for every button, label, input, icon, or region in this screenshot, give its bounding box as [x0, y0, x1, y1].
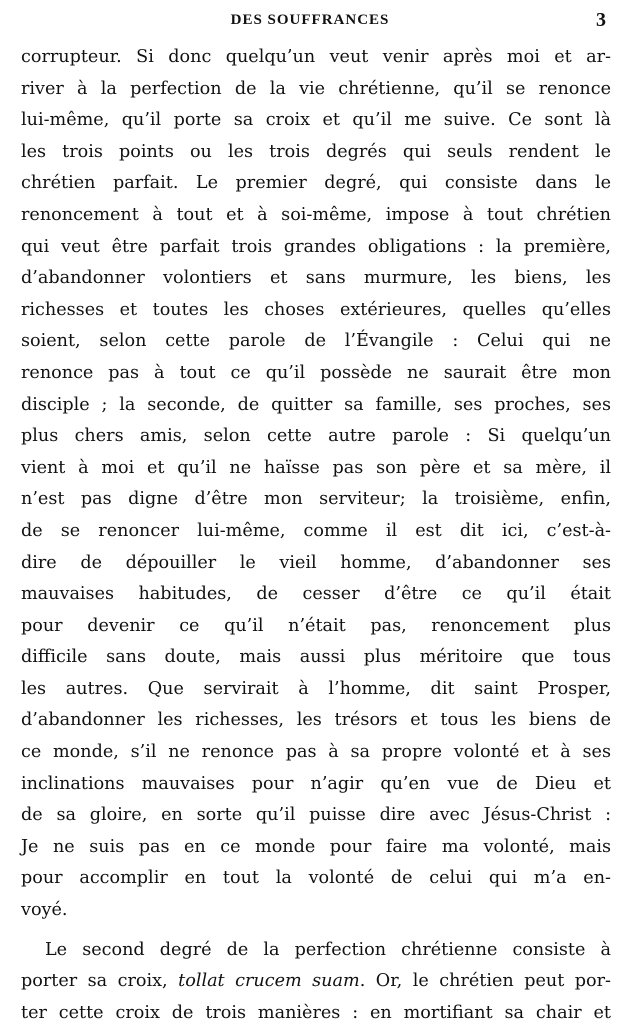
text-line: chrétien parfait. Le premier degré, qui consiste dans le [21, 173, 611, 194]
text-line: dire de dépouiller le vieil homme, d’abandonner ses [21, 552, 611, 573]
text-line-with-latin [21, 966, 611, 998]
text-line: de sa gloire, en sorte qu’il puisse dire avec Jésus-Christ : [21, 805, 611, 826]
text-line: mauvaises habitudes, de cesser d’être ce qu’il était [21, 584, 611, 605]
paragraph-1 [21, 42, 611, 927]
text-line: qui veut être parfait trois grandes obligations : la première, [21, 236, 611, 257]
latin-quote: tollat crucem suam [178, 971, 360, 992]
text-line: pour accomplir en tout la volonté de celui qui m’a en- [21, 868, 611, 889]
paragraph-2 [21, 935, 611, 1030]
text-line: d’abandonner les richesses, les trésors et tous les biens de [21, 710, 611, 731]
text-line: pour devenir ce qu’il n’était pas, renoncement plus [21, 615, 611, 636]
text-line: ce monde, s’il ne renonce pas à sa propre volonté et à ses [21, 742, 611, 763]
text-fragment: porter sa croix, [21, 971, 168, 992]
text-line: de se renoncer lui-même, comme il est dit ici, c’est-à- [21, 520, 611, 541]
text-line: Je ne suis pas en ce monde pour faire ma volonté, mais [21, 836, 611, 857]
text-line: soient, selon cette parole de l’Évangile : Celui qui ne [21, 331, 611, 352]
text-line: Le second degré de la perfection chrétienne consiste à [45, 939, 611, 960]
text-line: disciple ; la seconde, de quitter sa famille, ses proches, ses [21, 394, 611, 415]
text-line: richesses et toutes les choses extérieures, quelles qu’elles [21, 299, 611, 320]
running-title: DES SOUFFRANCES [230, 12, 390, 28]
text-line: ter cette croix de trois manières : en mortifiant sa chair et [21, 1002, 611, 1023]
text-line: d’abandonner volontiers et sans murmure, les biens, les [21, 268, 611, 289]
text-line: les autres. Que servirait à l’homme, dit saint Prosper, [21, 678, 611, 699]
text-line: corrupteur. Si donc quelqu’un veut venir après moi et ar- [21, 47, 611, 67]
text-line: difficile sans doute, mais aussi plus méritoire que tous [21, 647, 611, 668]
text-line: river à la perfection de la vie chrétienne, qu’il se renonce [21, 78, 611, 99]
text-line: renoncement à tout et à soi-même, impose à tout chrétien [21, 204, 611, 225]
text-line: renonce pas à tout ce qu’il possède ne saurait être mon [21, 362, 611, 383]
text-fragment: . Or, le chrétien peut por- [359, 971, 611, 992]
text-line: les trois points ou les trois degrés qui seuls rendent le [21, 141, 611, 162]
page-number: 3 [596, 9, 606, 31]
text-line: n’est pas digne d’être mon serviteur; la troisième, enfin, [21, 489, 611, 510]
paragraph-gap [21, 927, 611, 935]
text-line: inclinations mauvaises pour n’agir qu’en vue de Dieu et [21, 773, 611, 794]
text-line: plus chers amis, selon cette autre parole : Si quelqu’un [21, 426, 611, 447]
text-line: lui-même, qu’il porte sa croix et qu’il me suive. Ce sont là [21, 110, 611, 131]
text-line: vient à moi et qu’il ne haïsse pas son père et sa mère, il [21, 457, 611, 478]
text-line: voyé. [21, 900, 68, 921]
body-text [21, 42, 611, 1029]
